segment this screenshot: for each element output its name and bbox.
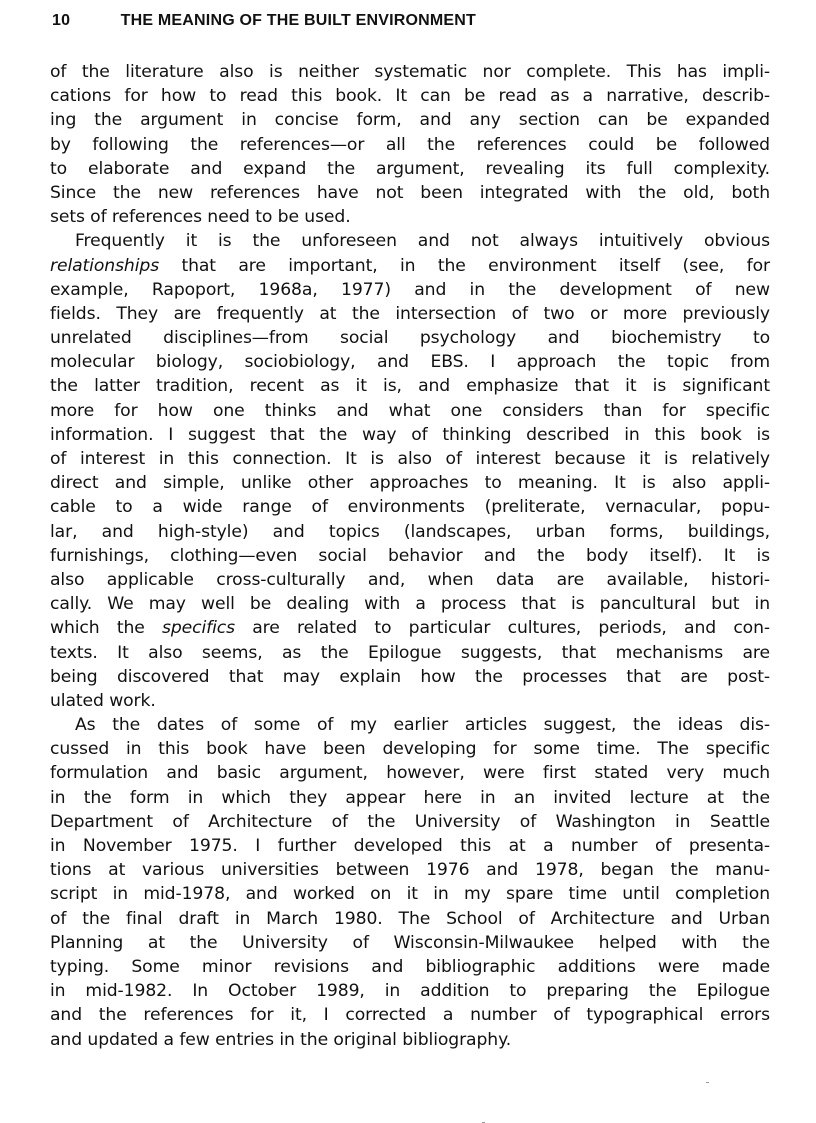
text-line: Planning at the University of Wisconsin-Milwaukee helped with the bbox=[50, 932, 770, 953]
text-line: being discovered that may explain how the processes that are post- bbox=[50, 666, 770, 687]
page-number: 10 bbox=[52, 12, 71, 29]
line-text: which the bbox=[50, 618, 162, 639]
text-line bbox=[50, 254, 770, 278]
text-line: Department of Architecture of the University of Washington in Seattle bbox=[50, 811, 770, 832]
text-line: cations for how to read this book. It can be read as a narrative, describ- bbox=[50, 86, 770, 107]
italic-term: relationships bbox=[50, 255, 160, 276]
text-line bbox=[50, 616, 770, 640]
text-line: to elaborate and expand the argument, revealing its full complexity. bbox=[50, 158, 770, 179]
text-line: sets of references need to be used. bbox=[50, 207, 351, 228]
text-line: texts. It also seems, as the Epilogue suggests, that mechanisms are bbox=[50, 642, 770, 663]
text-line: tions at various universities between 1976 and 1978, began the manu- bbox=[50, 860, 770, 881]
text-line: Since the new references have not been integrated with the old, both bbox=[50, 182, 770, 203]
text-line: ulated work. bbox=[50, 690, 156, 711]
text-line: the latter tradition, recent as it is, and emphasize that it is significant bbox=[50, 376, 770, 397]
text-line: script in mid-1978, and worked on it in my spare time until completion bbox=[50, 884, 770, 905]
text-line: cable to a wide range of environments (preliterate, vernacular, popu- bbox=[50, 497, 770, 518]
text-line: of the literature also is neither systematic nor complete. This has impli- bbox=[50, 62, 770, 82]
text-line: Frequently it is the unforeseen and not always intuitively obvious bbox=[75, 231, 770, 252]
text-line: in mid-1982. In October 1989, in addition to preparing the Epilogue bbox=[50, 981, 770, 1002]
text-line: molecular biology, sociobiology, and EBS. I approach the topic from bbox=[50, 352, 770, 373]
body-text bbox=[50, 60, 770, 1052]
text-line: fields. They are frequently at the intersection of two or more previously bbox=[50, 303, 770, 324]
text-line: direct and simple, unlike other approaches to meaning. It is also appli- bbox=[50, 473, 770, 494]
text-line: more for how one thinks and what one considers than for specific bbox=[50, 400, 770, 421]
running-title: THE MEANING OF THE BUILT ENVIRONMENT bbox=[120, 12, 476, 29]
text-line: of the final draft in March 1980. The School of Architecture and Urban bbox=[50, 908, 770, 929]
text-line: ing the argument in concise form, and any section can be expanded bbox=[50, 110, 770, 131]
text-line: cussed in this book have been developing for some time. The specific bbox=[50, 739, 770, 760]
running-head bbox=[52, 12, 772, 38]
italic-term: specifics bbox=[161, 618, 235, 639]
text-line: by following the references—or all the references could be followed bbox=[50, 134, 770, 155]
text-line: example, Rapoport, 1968a, 1977) and in the development of new bbox=[50, 279, 770, 300]
text-line: unrelated disciplines—from social psychology and biochemistry to bbox=[50, 328, 770, 349]
text-line: information. I suggest that the way of thinking described in this book is bbox=[50, 424, 770, 445]
text-line: furnishings, clothing—even social behavior and the body itself). It is bbox=[50, 545, 770, 566]
text-line: and updated a few entries in the original bibliography. bbox=[50, 1029, 512, 1050]
text-line: formulation and basic argument, however, were first stated very much bbox=[50, 763, 770, 784]
text-line: in November 1975. I further developed this at a number of presenta- bbox=[50, 836, 770, 856]
text-line: also applicable cross-culturally and, when data are available, histori- bbox=[50, 569, 770, 590]
scan-speck bbox=[706, 1082, 709, 1083]
text-line: in the form in which they appear here in an invited lecture at the bbox=[50, 787, 770, 808]
text-line: lar, and high-style) and topics (landscapes, urban forms, buildings, bbox=[50, 521, 770, 542]
text-line: As the dates of some of my earlier articles suggest, the ideas dis- bbox=[75, 715, 770, 736]
text-line: of interest in this connection. It is also of interest because it is relatively bbox=[50, 449, 770, 469]
text-line: and the references for it, I corrected a number of typographical errors bbox=[50, 1005, 770, 1026]
line-text: are related to particular cultures, periods, and con- bbox=[234, 618, 770, 639]
text-line: cally. We may well be dealing with a process that is pancultural but in bbox=[50, 594, 770, 615]
line-text: that are important, in the environment itself (see, for bbox=[159, 255, 770, 276]
text-line: typing. Some minor revisions and bibliographic additions were made bbox=[50, 956, 770, 977]
